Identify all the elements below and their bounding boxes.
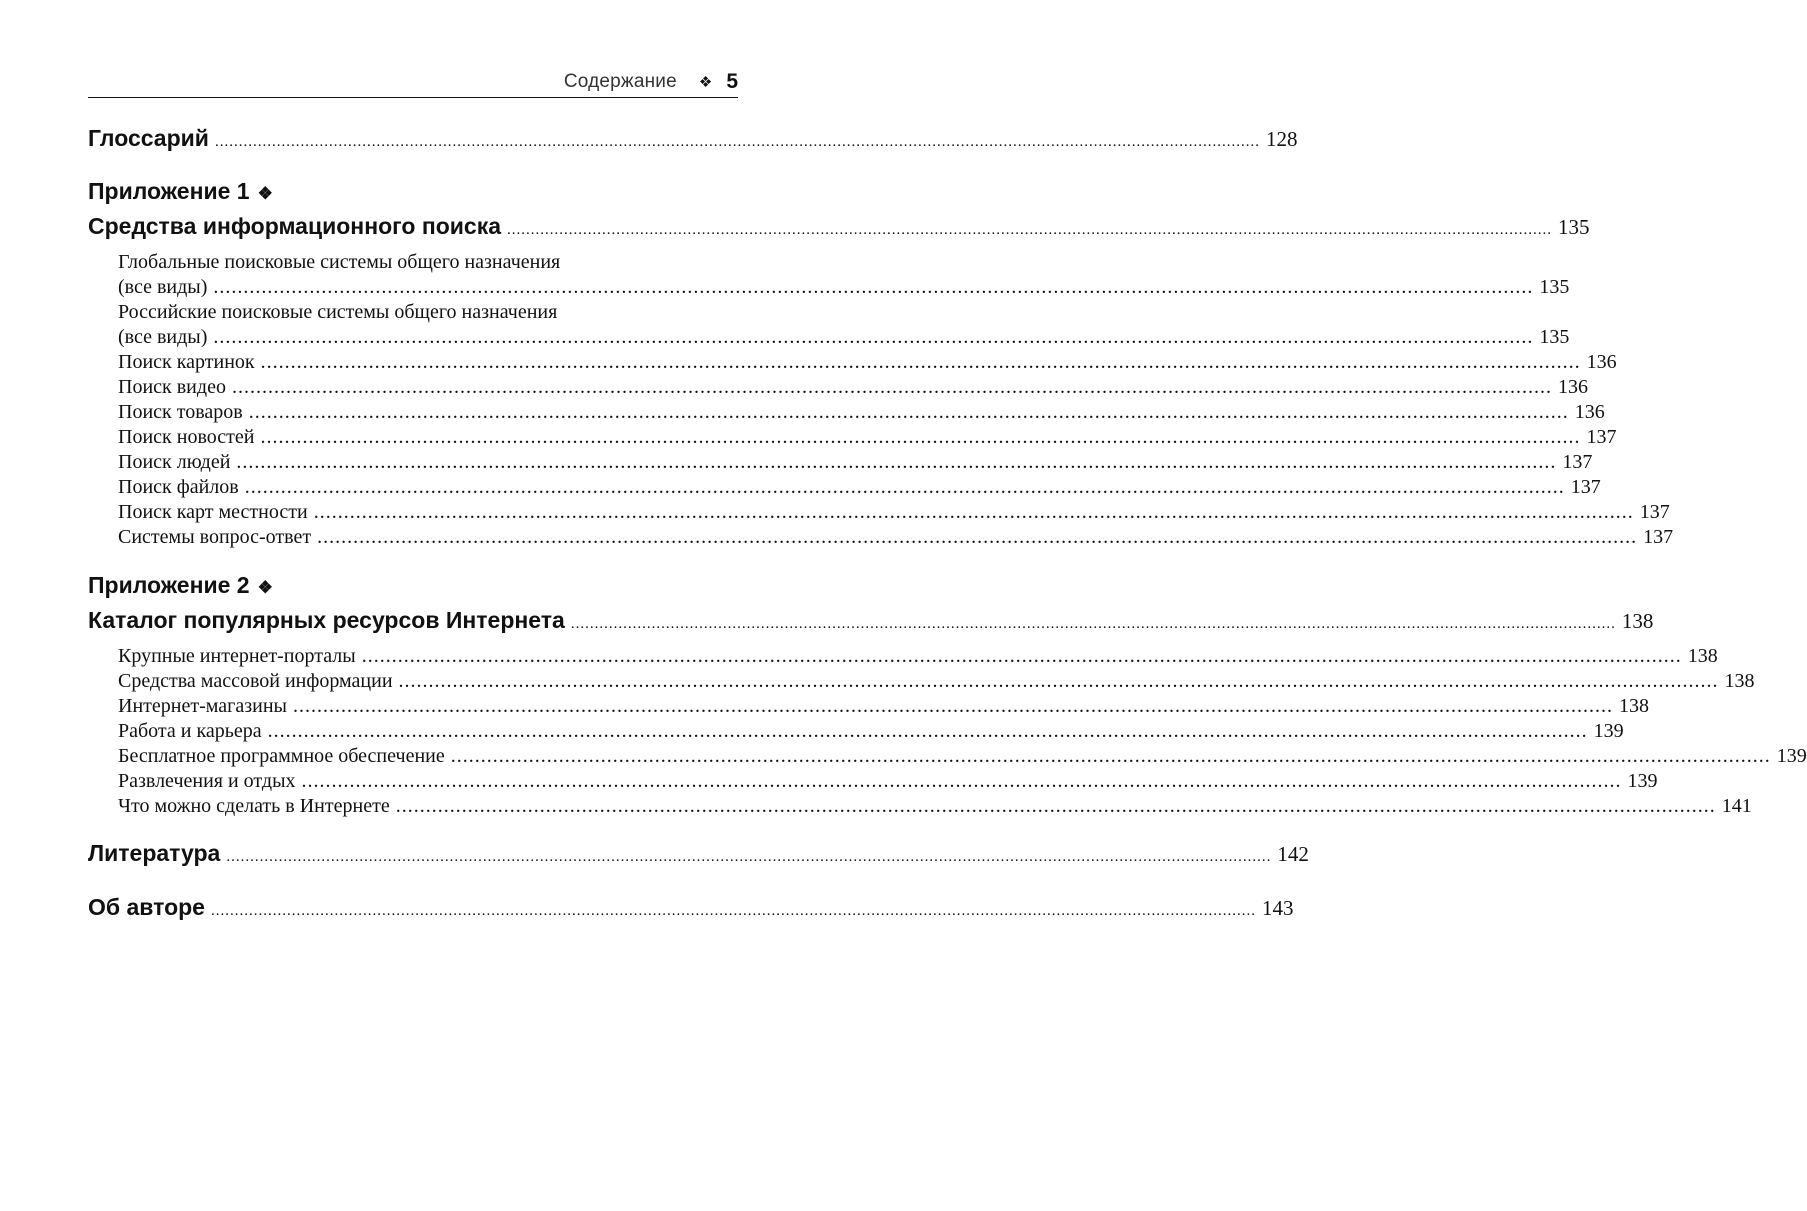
dot-leader: ............................................................................................................................................................................................................................ (301, 770, 1622, 792)
toc-subentry-page: 137 (1639, 501, 1670, 523)
dot-leader: ............................................................................................................................................................................................................................ (244, 476, 1565, 498)
toc-entry-appendix-1[interactable] (88, 206, 1590, 246)
toc-subentry-label: Поиск новостей (118, 426, 255, 448)
dot-leader: ............................................................................................................................................................................................................................ (260, 351, 1581, 373)
dot-leader: ............................................................................................................................................................................................................................ (570, 616, 1616, 632)
toc-subentry-label: Бесплатное программное обеспечение (118, 745, 445, 767)
dot-leader: ............................................................................................................................................................................................................................ (210, 903, 1256, 919)
toc-entry-label: Средства информационного поиска (88, 213, 502, 239)
toc-subentry-page: 137 (1643, 526, 1674, 548)
diamond-separator-icon: ❖ (698, 73, 713, 91)
toc-entry-page: 128 (1265, 127, 1298, 151)
toc-subentry-label: Поиск файлов (118, 476, 239, 498)
toc-subentry-label: Средства массовой информации (118, 670, 393, 692)
toc-subentry-page: 136 (1574, 401, 1605, 423)
toc-subentry[interactable] (88, 769, 1658, 794)
page-number: 5 (726, 69, 738, 93)
toc-entry-label: Каталог популярных ресурсов Интернета (88, 607, 565, 633)
diamond-icon: ❖ (257, 578, 273, 597)
dot-leader: ............................................................................................................................................................................................................................ (236, 451, 1557, 473)
dot-leader: ............................................................................................................................................................................................................................ (260, 426, 1581, 448)
toc-entry-about-author[interactable] (88, 887, 1294, 927)
table-of-contents (88, 118, 1807, 927)
toc-subentry-label: Поиск карт местности (118, 501, 308, 523)
toc-subentry-label: Поиск товаров (118, 401, 243, 423)
toc-subentry[interactable] (88, 719, 1624, 744)
toc-subentry[interactable] (88, 694, 1649, 719)
toc-subentry[interactable] (88, 425, 1617, 450)
toc-subentry-page: 135 (1539, 326, 1570, 348)
appendix-2-label: Приложение 2 (88, 572, 250, 598)
appendix-2-heading (88, 570, 738, 600)
running-header (88, 70, 738, 98)
toc-entry-label: Об авторе (88, 894, 205, 920)
toc-subentry-page: 138 (1687, 645, 1718, 667)
toc-subentry-page: 141 (1721, 795, 1752, 817)
toc-entry-glossary[interactable] (88, 118, 1298, 158)
toc-subentry-page: 137 (1586, 426, 1617, 448)
toc-subentry-page: 137 (1570, 476, 1601, 498)
dot-leader: ............................................................................................................................................................................................................................ (507, 222, 1553, 238)
toc-subentry-label: Развлечения и отдых (118, 770, 296, 792)
toc-subentry[interactable] (88, 644, 1718, 669)
toc-subentry[interactable] (88, 525, 1674, 550)
toc-subentry-page: 138 (1618, 695, 1649, 717)
dot-leader: ............................................................................................................................................................................................................................ (213, 326, 1534, 348)
toc-subentry[interactable] (88, 350, 1617, 375)
toc-subentry-page: 139 (1627, 770, 1658, 792)
dot-leader: ............................................................................................................................................................................................................................ (226, 849, 1272, 865)
toc-subentry[interactable] (88, 450, 1593, 475)
toc-entry-page: 135 (1558, 215, 1590, 239)
toc-subentry[interactable] (88, 669, 1755, 694)
toc-subentry[interactable] (88, 500, 1670, 525)
toc-subentry[interactable] (88, 375, 1588, 400)
dot-leader: ............................................................................................................................................................................................................................ (231, 376, 1552, 398)
toc-entry-literature[interactable] (88, 833, 1309, 873)
toc-subentry-label: Поиск видео (118, 376, 226, 398)
dot-leader: ............................................................................................................................................................................................................................ (398, 670, 1719, 692)
toc-subentry-label: Работа и карьера (118, 720, 262, 742)
toc-entry-page: 142 (1277, 842, 1309, 866)
dot-leader: ............................................................................................................................................................................................................................ (450, 745, 1771, 767)
toc-subentry-label: Крупные интернет-порталы (118, 645, 356, 667)
toc-subentry[interactable] (88, 475, 1601, 500)
toc-subentry[interactable] (88, 744, 1807, 769)
toc-subentry-label: Интернет-магазины (118, 695, 287, 717)
toc-subentry-line: Глобальные поисковые системы общего назначения (118, 251, 561, 273)
appendix-1-label: Приложение 1 (88, 178, 250, 204)
toc-entry-label: Литература (88, 840, 221, 866)
dot-leader: ............................................................................................................................................................................................................................ (313, 501, 1634, 523)
dot-leader: ............................................................................................................................................................................................................................ (214, 134, 1260, 150)
appendix-1-heading (88, 176, 738, 206)
toc-subentry-label: (все виды) (118, 276, 208, 298)
toc-subentry-label: (все виды) (118, 326, 208, 348)
toc-subentry-label: Системы вопрос-ответ (118, 526, 312, 548)
toc-subentry[interactable] (88, 275, 1570, 300)
dot-leader: ............................................................................................................................................................................................................................ (248, 401, 1569, 423)
toc-entry-page: 138 (1621, 609, 1654, 633)
toc-subentry-page: 139 (1593, 720, 1624, 742)
toc-subentry-page: 137 (1562, 451, 1593, 473)
toc-subentry-label: Что можно сделать в Интернете (118, 795, 390, 817)
dot-leader: ............................................................................................................................................................................................................................ (267, 720, 1588, 742)
dot-leader: ............................................................................................................................................................................................................................ (213, 276, 1534, 298)
toc-subentry[interactable] (88, 325, 1570, 350)
toc-subentry[interactable] (88, 400, 1605, 425)
dot-leader: ............................................................................................................................................................................................................................ (361, 645, 1682, 667)
dot-leader: ............................................................................................................................................................................................................................ (395, 795, 1716, 817)
toc-subentry-page: 138 (1724, 670, 1755, 692)
toc-entry-appendix-2[interactable] (88, 600, 1654, 640)
toc-subentry-label: Поиск картинок (118, 351, 255, 373)
toc-entry-label: Глоссарий (88, 125, 209, 151)
toc-subentry-page: 136 (1586, 351, 1617, 373)
toc-subentry-page: 139 (1776, 745, 1807, 767)
toc-entry-page: 143 (1261, 896, 1294, 920)
toc-subentry[interactable] (88, 794, 1752, 819)
toc-subentry-label: Поиск людей (118, 451, 231, 473)
toc-subentry-line: Российские поисковые системы общего назначения (118, 301, 558, 323)
running-header-title: Содержание (563, 70, 677, 92)
dot-leader: ............................................................................................................................................................................................................................ (317, 526, 1638, 548)
toc-subentry-page: 136 (1557, 376, 1588, 398)
dot-leader: ............................................................................................................................................................................................................................ (292, 695, 1613, 717)
toc-subentry-page: 135 (1539, 276, 1570, 298)
diamond-icon: ❖ (257, 184, 273, 203)
